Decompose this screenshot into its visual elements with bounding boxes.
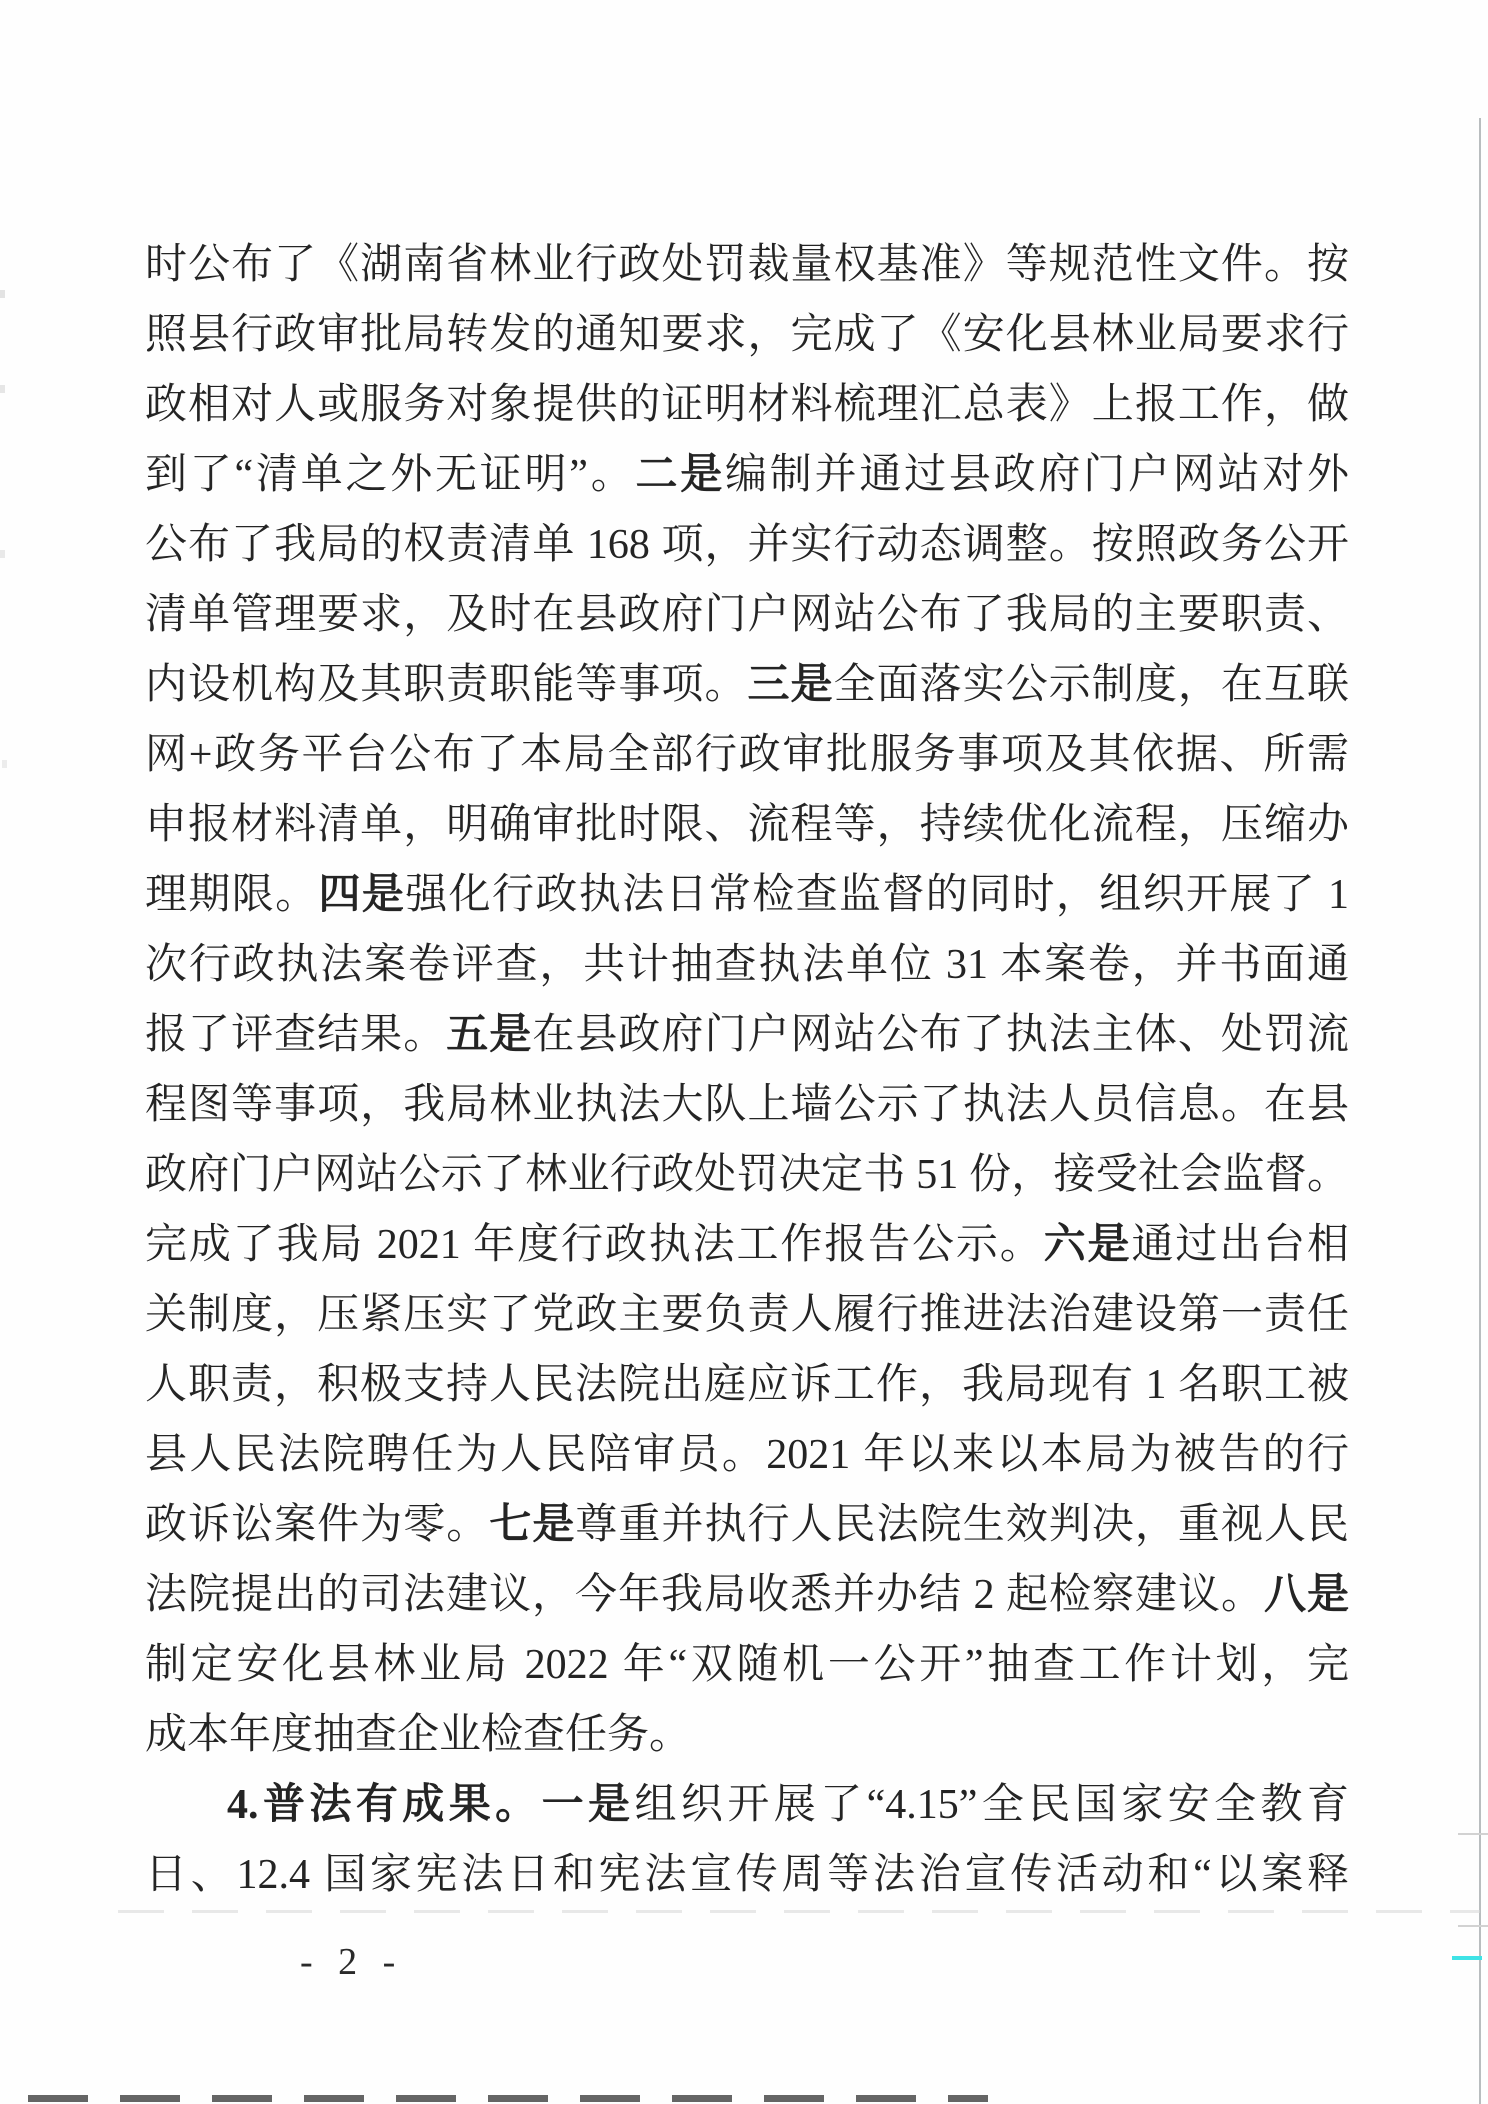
document-line bbox=[145, 650, 1349, 720]
document-line bbox=[145, 1770, 1349, 1840]
scan-artifact-right-tick bbox=[1458, 1925, 1488, 1927]
text-segment: 到了“清单之外无证明”。 bbox=[145, 452, 636, 498]
text-segment: 全面落实公示制度，在互联 bbox=[833, 662, 1349, 708]
document-line bbox=[145, 1350, 1349, 1420]
text-segment: 完成了我局 2021 年度行政执法工作报告公示。 bbox=[145, 1222, 1044, 1268]
bold-text-segment: 四是 bbox=[318, 872, 406, 918]
text-segment: 政相对人或服务对象提供的证明材料梳理汇总表》上报工作，做 bbox=[145, 382, 1349, 428]
text-segment: 通过出台相 bbox=[1131, 1222, 1349, 1268]
text-segment: 内设机构及其职责职能等事项。 bbox=[145, 662, 748, 708]
bold-text-segment: 五是 bbox=[446, 1012, 533, 1058]
text-segment: 照县行政审批局转发的通知要求，完成了《安化县林业局要求行 bbox=[145, 312, 1349, 358]
document-line bbox=[145, 300, 1349, 370]
text-segment: 申报材料清单，明确审批时限、流程等，持续优化流程，压缩办 bbox=[145, 802, 1349, 848]
bold-text-segment: 4.普法有成果。一是 bbox=[227, 1782, 635, 1828]
document-line bbox=[145, 1630, 1349, 1700]
bold-text-segment: 六是 bbox=[1043, 1222, 1132, 1268]
text-segment: 日、12.4 国家宪法日和宪法宣传周等法治宣传活动和“以案释 bbox=[145, 1852, 1349, 1898]
text-segment: 理期限。 bbox=[145, 872, 319, 918]
bold-text-segment: 三是 bbox=[747, 662, 834, 708]
text-segment: 尊重并执行人民法院生效判决，重视人民 bbox=[575, 1502, 1349, 1548]
scan-artifact-right-tick bbox=[1458, 1833, 1488, 1835]
document-line bbox=[145, 440, 1349, 510]
bold-text-segment: 八是 bbox=[1263, 1572, 1349, 1618]
text-segment: 组织开展了“4.15”全民国家安全教育 bbox=[634, 1782, 1349, 1828]
document-line bbox=[145, 370, 1349, 440]
scan-artifact-vertical-line bbox=[1479, 118, 1481, 2104]
document-line bbox=[145, 1000, 1349, 1070]
scan-artifact-cyan-tick bbox=[1452, 1956, 1482, 1960]
text-segment: 制定安化县林业局 2022 年“双随机一公开”抽查工作计划，完 bbox=[145, 1642, 1349, 1688]
text-segment: 时公布了《湖南省林业行政处罚裁量权基准》等规范性文件。按 bbox=[145, 242, 1349, 288]
page-number: - 2 - bbox=[300, 1941, 404, 1983]
text-segment: 政诉讼案件为零。 bbox=[145, 1502, 490, 1548]
text-segment: 报了评查结果。 bbox=[145, 1012, 447, 1058]
document-line bbox=[145, 230, 1349, 300]
text-segment: 网+政务平台公布了本局全部行政审批服务事项及其依据、所需 bbox=[145, 732, 1349, 778]
text-segment: 政府门户网站公示了林业行政处罚决定书 51 份，接受社会监督。 bbox=[145, 1152, 1349, 1198]
document-line bbox=[145, 930, 1349, 1000]
scan-artifact-left-edge-specks bbox=[0, 290, 5, 298]
bold-text-segment: 二是 bbox=[635, 452, 726, 498]
text-segment: 强化行政执法日常检查监督的同时，组织开展了 1 bbox=[405, 872, 1349, 918]
document-line bbox=[145, 1840, 1349, 1910]
text-segment: 县人民法院聘任为人民陪审员。2021 年以来以本局为被告的行 bbox=[145, 1432, 1349, 1478]
document-line bbox=[145, 720, 1349, 790]
scan-artifact-horizontal-streak bbox=[118, 1910, 1480, 1913]
document-line bbox=[145, 1140, 1349, 1210]
scan-artifact-bottom-edge-marks bbox=[28, 2095, 988, 2102]
text-segment: 公布了我局的权责清单 168 项，并实行动态调整。按照政务公开 bbox=[145, 522, 1349, 568]
document-line bbox=[145, 1280, 1349, 1350]
text-segment: 次行政执法案卷评查，共计抽查执法单位 31 本案卷，并书面通 bbox=[145, 942, 1349, 988]
document-line bbox=[145, 1700, 1349, 1770]
text-segment: 人职责，积极支持人民法院出庭应诉工作，我局现有 1 名职工被 bbox=[145, 1362, 1349, 1408]
document-line bbox=[145, 1420, 1349, 1490]
document-line bbox=[145, 1560, 1349, 1630]
document-lines bbox=[145, 230, 1349, 1910]
text-segment: 成本年度抽查企业检查任务。 bbox=[145, 1712, 692, 1758]
document-line bbox=[145, 580, 1349, 650]
text-segment: 关制度，压紧压实了党政主要负责人履行推进法治建设第一责任 bbox=[145, 1292, 1349, 1338]
document-line bbox=[145, 1210, 1349, 1280]
document-line bbox=[145, 860, 1349, 930]
text-segment: 编制并通过县政府门户网站对外 bbox=[725, 452, 1349, 498]
document-line bbox=[145, 1070, 1349, 1140]
document-line bbox=[145, 1490, 1349, 1560]
text-segment: 法院提出的司法建议，今年我局收悉并办结 2 起检察建议。 bbox=[145, 1572, 1264, 1618]
text-segment: 程图等事项，我局林业执法大队上墙公示了执法人员信息。在县 bbox=[145, 1082, 1349, 1128]
text-segment: 在县政府门户网站公布了执法主体、处罚流 bbox=[532, 1012, 1349, 1058]
bold-text-segment: 七是 bbox=[489, 1502, 576, 1548]
text-segment: 清单管理要求，及时在县政府门户网站公布了我局的主要职责、 bbox=[145, 592, 1349, 638]
document-line bbox=[145, 510, 1349, 580]
document-line bbox=[145, 790, 1349, 860]
